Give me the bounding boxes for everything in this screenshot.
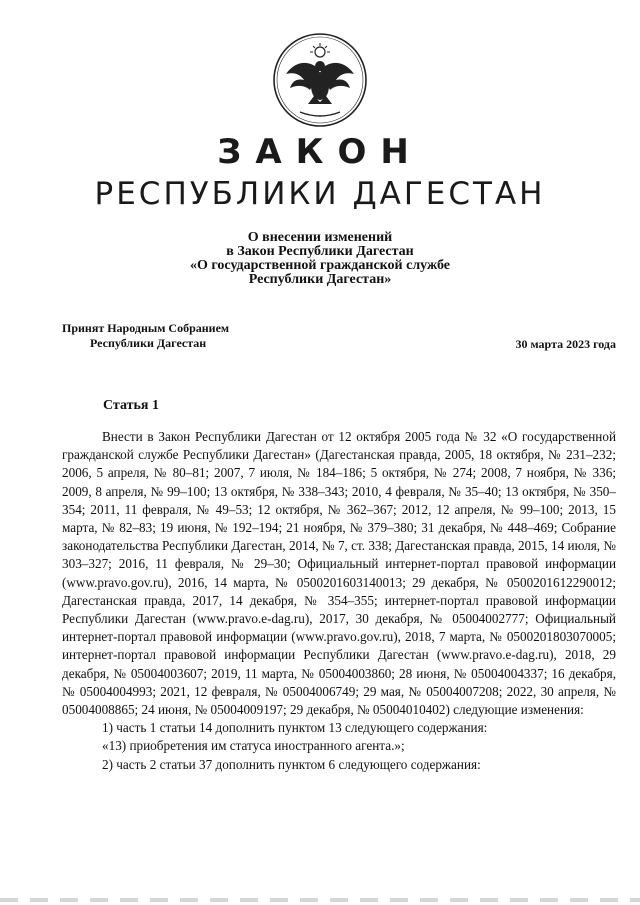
republic-title: РЕСПУБЛИКИ ДАГЕСТАН <box>94 176 546 212</box>
subtitle-line: Республики Дагестан» <box>248 272 392 287</box>
subtitle-line: О внесении изменений <box>247 230 393 245</box>
adoption-line: Принят Народным Собранием <box>62 321 230 335</box>
adoption-block <box>62 321 229 351</box>
law-subtitle <box>150 231 490 287</box>
article-item: 1) часть 1 статьи 14 дополнить пунктом 13 следующего содержания: <box>102 720 488 736</box>
subtitle-line: «О государственной гражданской службе <box>190 258 450 273</box>
article-heading: Статья 1 <box>103 398 159 413</box>
article-item: «13) приобретения им статуса иностранного агента.»; <box>102 738 405 754</box>
eagle-emblem-icon <box>270 30 370 130</box>
law-title: ЗАКОН <box>217 132 423 172</box>
scan-edge <box>0 898 640 902</box>
article-item: 2) часть 2 статьи 37 дополнить пунктом 6 следующего содержания: <box>102 756 481 772</box>
adoption-date: 30 марта 2023 года <box>515 337 616 351</box>
article-body <box>62 428 616 774</box>
adoption-line: Республики Дагестан <box>90 336 207 350</box>
article-intro: Внести в Закон Республики Дагестан от 12 октября 2005 года № 32 «О государственной гражданской службе Республики Дагестан» (Дагестанская правда, 2005, 18 октября, № 231–232; 2006, 5 апреля, № 80–81; 2007, 7 июля, № 184–186; 5 октября, № 274; 2008, 7 ноября, № 336; 2009, 8 апреля, № 99–100; 13 октября, № 338–343; 2010, 4 февраля, № 35–40; 13 октября, № 350–354; 2011, 11 февраля, № 49–53; 12 октября, № 362–367; 2012, 12 апреля, № 99–100; 2013, 15 марта, № 82–83; 19 июня, № 192–194; 21 ноября, № 379–380; 31 декабря, № 448–469; Собрание законодательства Республики Дагестан, 2014, № 7, ст. 338; Дагестанская правда, 2015, 14 июля, № 303–327; 2016, 11 февраля, № 29–30; Официальный интернет-портал правовой информации (www.pravo.gov.ru), 2016, 14 марта, № 0500201603140013; 29 декабря, № 0500201612290012; Дагестанская правда, 2017, 14 декабря, № 354–355; интернет-портал правовой информации Республики Дагестан (www.pravo.e-dag.ru), 2017, 30 декабря, № 05004002777; Официальный интернет-портал правовой информации (www.pravo.gov.ru), 2018, 7 марта, № 0500201803070005; интернет-портал правовой информации Республики Дагестан (www.pravo.e-dag.ru), 2018, 29 декабря, № 05004003607; 2019, 11 марта, № 05004003860; 28 июня, № 05004004337; 16 декабря, № 05004004993; 2021, 12 февраля, № 05004006749; 29 мая, № 05004007208; 2022, 30 апреля, № 05004008865; 24 июня, № 05004009197; 29 декабря, № 05004010402) следующие изменения: <box>62 429 616 718</box>
subtitle-line: в Закон Республики Дагестан <box>226 244 414 259</box>
